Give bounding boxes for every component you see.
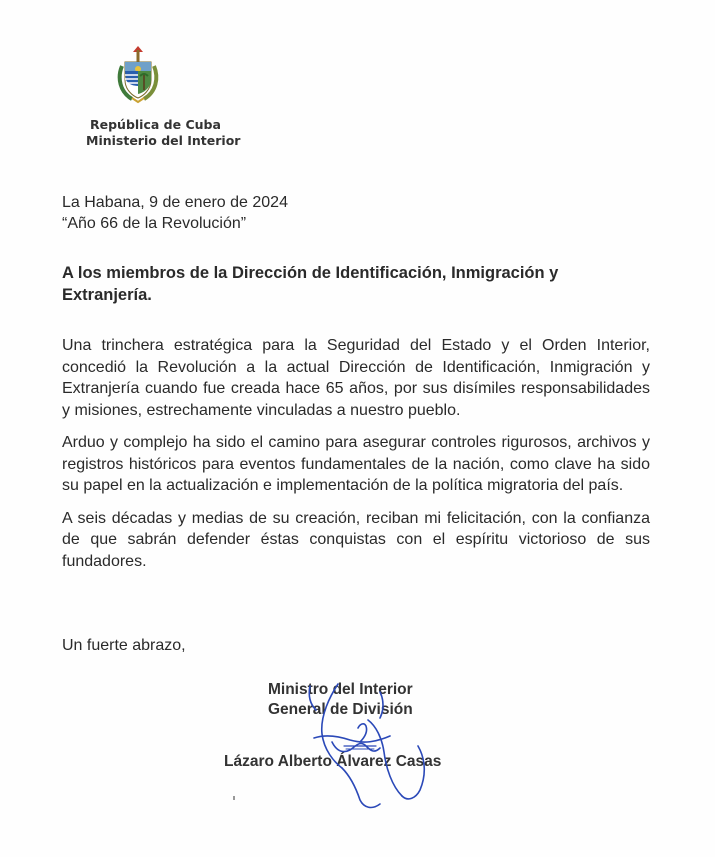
signatory-rank: General de División xyxy=(268,701,413,718)
salutation: A los miembros de la Dirección de Identificación, Inmigración y Extranjería. xyxy=(62,264,559,304)
body-paragraph-1: Una trinchera estratégica para la Seguridad del Estado y el Orden Interior, concedió la Revolución a la actual Dirección de Identificación, Inmigración y Extranjería cuando fue creada hace 65 años, por sus disímiles responsabilidades y misiones, estrechamente vinculadas a nuestro pueblo. xyxy=(62,337,650,419)
letter-body xyxy=(62,335,650,583)
letterhead xyxy=(86,117,286,149)
signatory-title-block xyxy=(268,680,413,720)
scan-speck xyxy=(233,796,235,800)
dateline xyxy=(62,192,288,234)
signatory-name: Lázaro Alberto Álvarez Casas xyxy=(224,753,442,770)
coat-of-arms-icon xyxy=(116,46,160,104)
year-motto: “Año 66 de la Revolución” xyxy=(62,215,247,232)
body-paragraph-2: Arduo y complejo ha sido el camino para asegurar controles rigurosos, archivos y registros históricos para eventos fundamentales de la nación, como clave ha sido su papel en la actualización e implementación de la política migratoria del país. xyxy=(62,434,650,494)
signatory-title: Ministro del Interior xyxy=(268,681,413,698)
place-date: La Habana, 9 de enero de 2024 xyxy=(62,194,288,211)
body-paragraph-3: A seis décadas y medias de su creación, reciban mi felicitación, con la confianza de que sabrán defender éstas conquistas con el espíritu victorioso de sus fundadores. xyxy=(62,509,650,570)
closing-line: Un fuerte abrazo, xyxy=(62,637,186,654)
letterhead-ministry: Ministerio del Interior xyxy=(86,133,241,148)
letterhead-country: República de Cuba xyxy=(90,117,221,132)
